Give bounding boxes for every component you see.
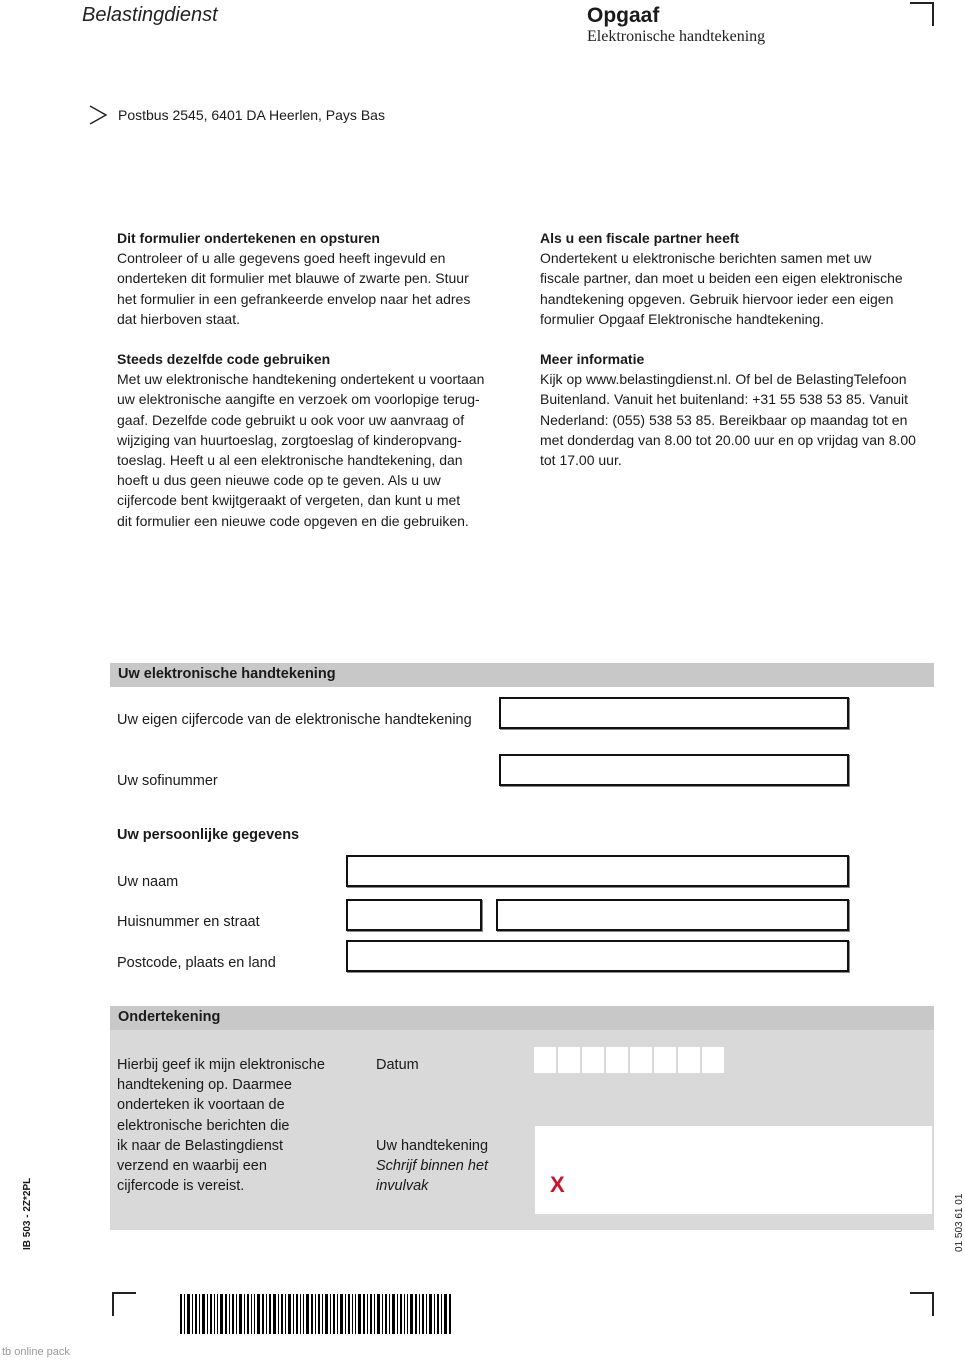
declaration-text [117, 1055, 325, 1196]
barcode-icon [180, 1294, 452, 1334]
instruction-line: formulier Opgaaf Elektronische handtekening. [540, 310, 825, 327]
date-digit-box[interactable] [630, 1047, 652, 1073]
declaration-line: onderteken ik voortaan de [117, 1097, 285, 1114]
instruction-line: Kijk op www.belastingdienst.nl. Of bel de BelastingTelefoon [540, 371, 907, 388]
signature-hint-line: invulvak [376, 1178, 429, 1195]
signature-hint-line: Schrijf binnen het [376, 1158, 489, 1175]
form-code-left: IB 503 - 2Z*2PL [22, 1177, 33, 1250]
declaration-line: elektronische berichten die [117, 1117, 290, 1134]
instruction-line: uw elektronische aangifte en verzoek om voorlopige terug- [117, 391, 480, 408]
crop-mark-bottom-left [112, 1292, 136, 1316]
section-title: Ondertekening [118, 1009, 221, 1025]
section-title: Uw elektronische handtekening [118, 666, 336, 682]
street-label: Huisnummer en straat [117, 914, 260, 930]
signature-field[interactable] [535, 1126, 932, 1214]
sofi-label: Uw sofinummer [117, 773, 218, 789]
footer-watermark: tb online pack [2, 1346, 70, 1358]
instruction-line: onderteken dit formulier met blauwe of zwarte pen. Stuur [117, 270, 469, 287]
crop-mark-bottom-right [910, 1292, 934, 1316]
signature-mark: X [550, 1172, 565, 1197]
instruction-line: handtekening opgeven. Gebruik hiervoor ieder een eigen [540, 290, 894, 307]
instruction-heading: Meer informatie [540, 351, 645, 368]
instruction-line: wijziging van huurtoeslag, zorgtoeslag of kinderopvang- [117, 431, 462, 448]
instruction-line: het formulier in een gefrankeerde envelop naar het adres [117, 290, 471, 307]
instruction-line: toeslag. Heeft u al een elektronische handtekening, dan [117, 452, 463, 469]
signature-label: Uw handtekening [376, 1138, 489, 1154]
document-title: Opgaaf [587, 4, 660, 27]
date-digit-box[interactable] [558, 1047, 580, 1073]
instruction-heading: Dit formulier ondertekenen en opsturen [117, 230, 380, 246]
instruction-line: dat hierboven staat. [117, 310, 240, 327]
instruction-heading: Steeds dezelfde code gebruiken [117, 351, 331, 368]
date-digit-box[interactable] [702, 1047, 724, 1073]
date-digit-box[interactable] [534, 1047, 556, 1073]
instruction-line: cijfercode bent kwijtgeraakt of vergeten, dan kunt u met [117, 492, 461, 509]
crop-mark-top-right [910, 2, 934, 26]
form-code-right: 01 503 61 01 [954, 1193, 965, 1252]
signature-label-group [376, 1136, 488, 1197]
declaration-line: handtekening op. Daarmee [117, 1077, 292, 1094]
personal-data-heading: Uw persoonlijke gegevens [117, 827, 300, 843]
declaration-line: ik naar de Belastingdienst [117, 1137, 284, 1154]
instruction-block-fiscal-partner [540, 228, 940, 329]
instruction-line: Buitenland. Vanuit het buitenland: +31 55 538 53 85. Vanuit [540, 391, 909, 408]
date-digit-box[interactable] [606, 1047, 628, 1073]
instruction-block-same-code [117, 349, 517, 531]
instruction-line: Ondertekent u elektronische berichten samen met uw [540, 250, 872, 267]
instruction-heading: Als u een fiscale partner heeft [540, 230, 740, 246]
city-label: Postcode, plaats en land [117, 955, 276, 971]
section-bar-electronic-signature [110, 663, 934, 687]
instruction-line: dit formulier een nieuwe code opgeven en die gebruiken. [117, 512, 469, 529]
sofi-input[interactable] [499, 754, 849, 786]
brand-name: Belastingdienst [82, 4, 218, 26]
chevron-right-icon [88, 104, 110, 126]
instructions-left-column [117, 228, 517, 551]
instruction-line: gaaf. Dezelfde code gebruikt u ook voor uw aanvraag of [117, 411, 465, 428]
date-digit-box[interactable] [678, 1047, 700, 1073]
instruction-block-more-info [540, 349, 940, 470]
name-input[interactable] [346, 855, 849, 887]
instructions-right-column [540, 228, 940, 490]
instruction-line: tot 17.00 uur. [540, 452, 622, 469]
instruction-line: hoeft u dus geen nieuwe code op te geven. Als u uw [117, 472, 441, 489]
instruction-line: Nederland: (055) 538 53 85. Bereikbaar op maandag tot en [540, 411, 908, 428]
instruction-line: met donderdag van 8.00 tot 20.00 uur en op vrijdag van 8.00 [540, 431, 916, 448]
house-number-input[interactable] [346, 899, 482, 931]
declaration-line: cijfercode is vereist. [117, 1178, 245, 1195]
instruction-line: Met uw elektronische handtekening ondertekent u voortaan [117, 371, 485, 388]
instruction-line: Controleer of u alle gegevens goed heeft ingevuld en [117, 250, 446, 267]
code-input[interactable] [499, 697, 849, 729]
declaration-line: verzend en waarbij een [117, 1158, 267, 1175]
street-input[interactable] [496, 899, 849, 931]
instruction-block-sign-send [117, 228, 517, 329]
name-label: Uw naam [117, 874, 179, 890]
postcode-city-country-input[interactable] [346, 940, 849, 972]
code-label: Uw eigen cijfercode van de elektronische handtekening [117, 712, 472, 728]
document-subtitle: Elektronische handtekening [587, 28, 766, 45]
return-address: Postbus 2545, 6401 DA Heerlen, Pays Bas [118, 107, 385, 123]
declaration-line: Hierbij geef ik mijn elektronische [117, 1057, 325, 1073]
section-bar-signing [110, 1006, 934, 1030]
date-digit-box[interactable] [582, 1047, 604, 1073]
date-digit-box[interactable] [654, 1047, 676, 1073]
instruction-line: fiscale partner, dan moet u beiden een eigen elektronische [540, 270, 903, 287]
date-label: Datum [376, 1057, 419, 1073]
